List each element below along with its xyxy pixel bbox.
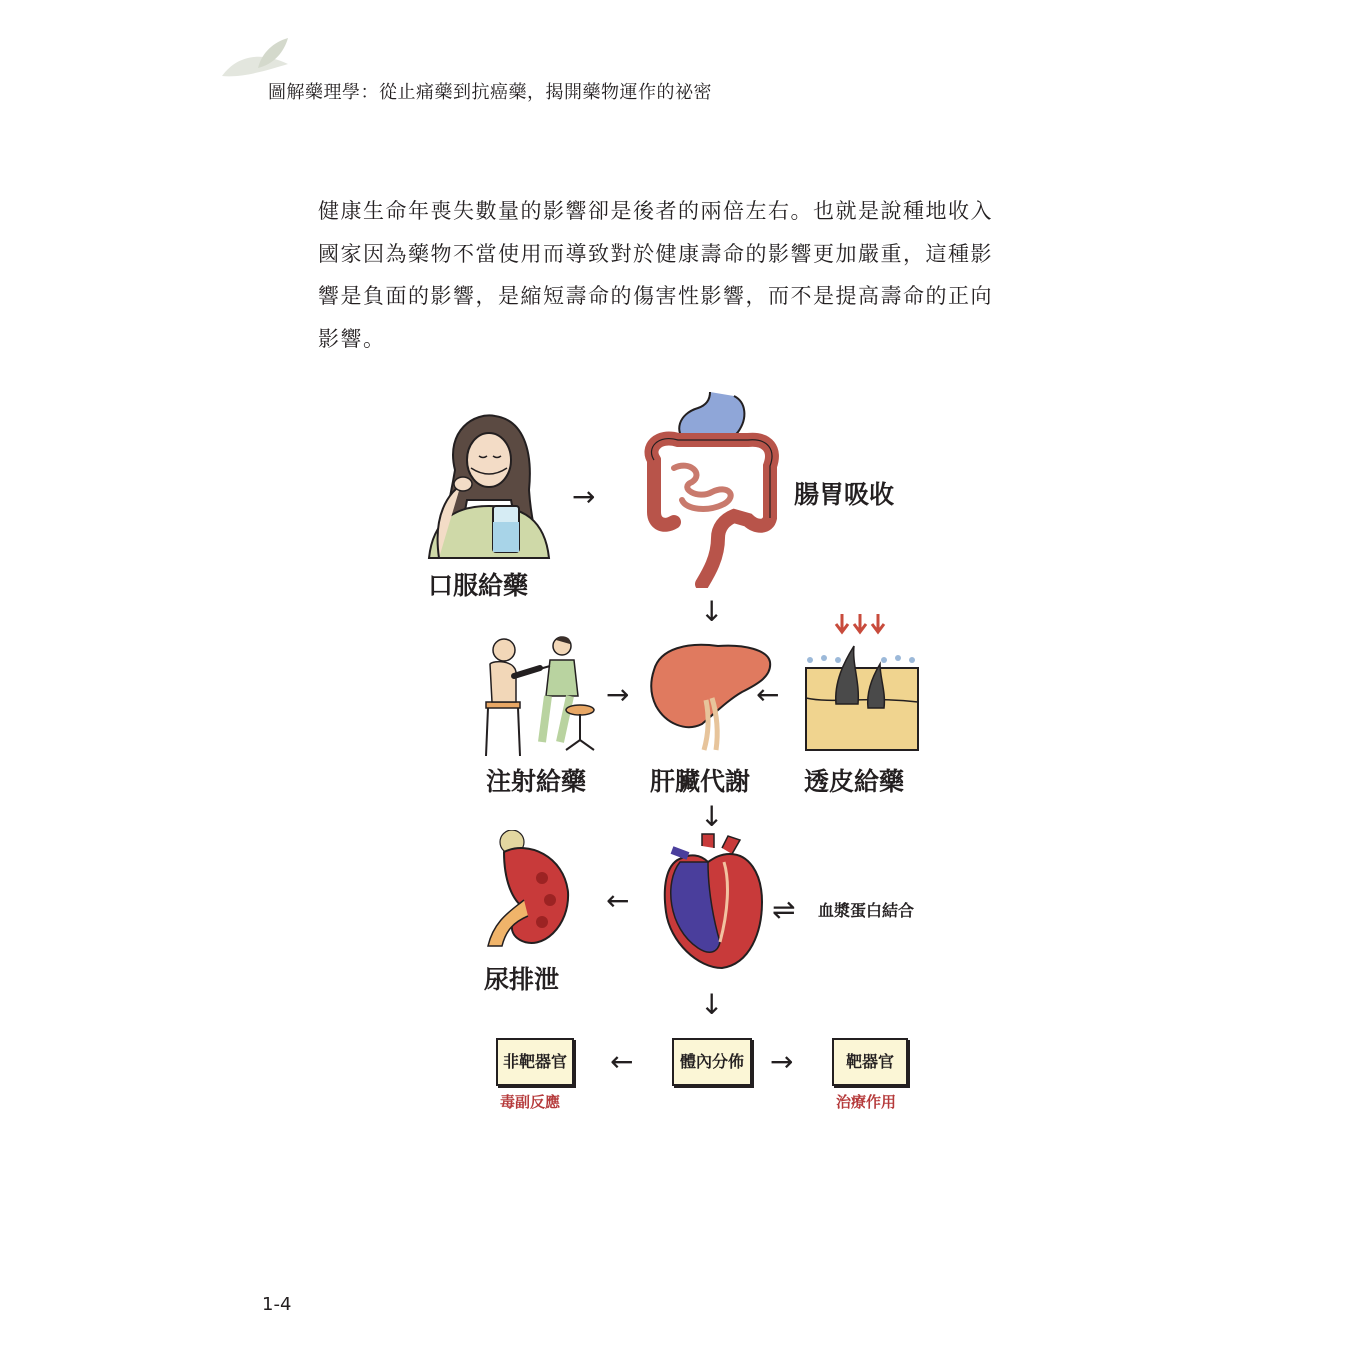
skin-cross-section-illustration bbox=[804, 612, 920, 752]
arrow-left: ← bbox=[756, 678, 780, 711]
woman-taking-pill-illustration bbox=[425, 410, 553, 560]
toxic-side-effect-label: 毒副反應 bbox=[500, 1093, 561, 1111]
injection-administration-label: 注射給藥 bbox=[486, 767, 587, 796]
paragraph-line: 健康生命年喪失數量的影響卻是後者的兩倍左右。也就是說種地收入 bbox=[318, 199, 993, 223]
kidney-illustration bbox=[484, 830, 574, 952]
transdermal-administration-label: 透皮給藥 bbox=[804, 767, 905, 796]
paragraph-line: 響是負面的影響，是縮短壽命的傷害性影響，而不是提高壽命的正向 bbox=[318, 284, 993, 308]
arrow-down: ↓ bbox=[700, 800, 724, 833]
paragraph-line: 國家因為藥物不當使用而導致對於健康壽命的影響更加嚴重，這種影 bbox=[318, 241, 993, 266]
liver-metabolism-label: 肝臟代謝 bbox=[650, 767, 751, 796]
arrow-left: ← bbox=[606, 884, 630, 917]
injection-scene-illustration bbox=[480, 632, 600, 757]
urine-excretion-label: 尿排泄 bbox=[484, 965, 560, 994]
running-header-title: 圖解藥理學：從止痛藥到抗癌藥，揭開藥物運作的祕密 bbox=[268, 82, 712, 103]
arrow-right: → bbox=[572, 480, 596, 513]
leaf-ornament-icon bbox=[218, 34, 298, 82]
page-number: 1-4 bbox=[262, 1294, 292, 1315]
non-target-organ-box: 非靶器官 bbox=[496, 1038, 574, 1086]
arrow-left: ← bbox=[610, 1045, 634, 1078]
target-organ-box: 靶器官 bbox=[832, 1038, 908, 1086]
paragraph-line: 影響。 bbox=[318, 326, 386, 351]
digestive-tract-illustration bbox=[638, 388, 783, 588]
equilibrium-arrow: ⇌ bbox=[772, 893, 796, 926]
gi-absorption-label: 腸胃吸收 bbox=[794, 480, 895, 509]
heart-illustration bbox=[658, 832, 768, 972]
body-paragraph bbox=[318, 190, 1038, 360]
body-distribution-box: 體內分佈 bbox=[672, 1038, 752, 1086]
therapeutic-effect-label: 治療作用 bbox=[836, 1093, 897, 1111]
oral-administration-label: 口服給藥 bbox=[428, 571, 529, 600]
arrow-down: ↓ bbox=[700, 595, 724, 628]
plasma-protein-binding-label: 血漿蛋白結合 bbox=[818, 901, 915, 920]
arrow-right: → bbox=[770, 1045, 794, 1078]
arrow-right: → bbox=[606, 678, 630, 711]
arrow-down: ↓ bbox=[700, 988, 724, 1021]
